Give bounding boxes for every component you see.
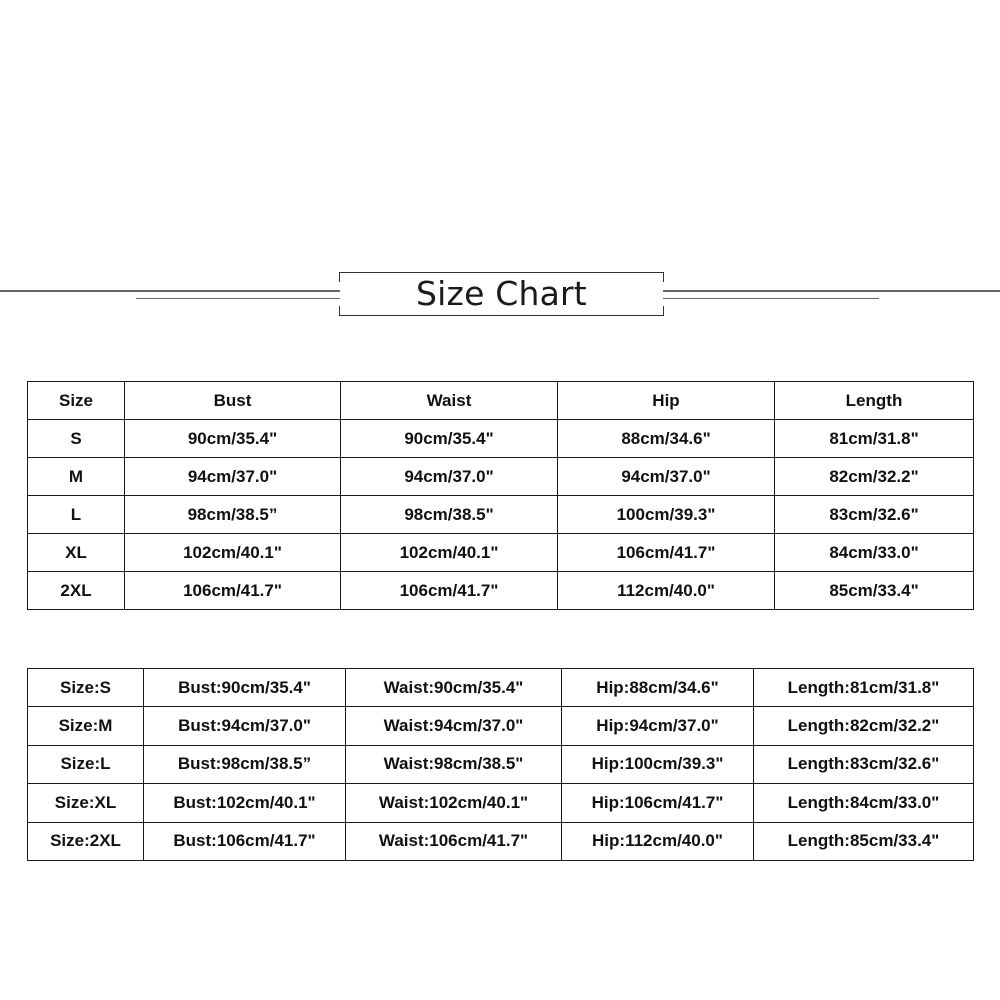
table-row — [28, 496, 974, 534]
cell-hip: Hip:100cm/39.3" — [562, 745, 754, 783]
cell-size: XL — [28, 534, 125, 572]
title-frame-bottom — [339, 315, 664, 316]
cell-hip: Hip:106cm/41.7" — [562, 784, 754, 822]
cell-size: Size:2XL — [28, 822, 144, 860]
cell-length: Length:83cm/32.6" — [754, 745, 974, 783]
table-row — [28, 572, 974, 610]
cell-length: 82cm/32.2" — [775, 458, 974, 496]
header-size: Size — [28, 382, 125, 420]
header-bust: Bust — [125, 382, 341, 420]
cell-hip: 112cm/40.0" — [558, 572, 775, 610]
cell-length: 85cm/33.4" — [775, 572, 974, 610]
table-row — [28, 822, 974, 860]
cell-length: 83cm/32.6" — [775, 496, 974, 534]
cell-size: Size:L — [28, 745, 144, 783]
size-table-labeled — [27, 668, 974, 861]
cell-size: S — [28, 420, 125, 458]
cell-bust: Bust:98cm/38.5” — [144, 745, 346, 783]
cell-bust: 98cm/38.5” — [125, 496, 341, 534]
cell-waist: Waist:90cm/35.4" — [346, 669, 562, 707]
cell-waist: Waist:102cm/40.1" — [346, 784, 562, 822]
table-row — [28, 784, 974, 822]
cell-waist: Waist:106cm/41.7" — [346, 822, 562, 860]
cell-size: M — [28, 458, 125, 496]
title-rule-left-outer — [0, 290, 340, 292]
cell-hip: 94cm/37.0" — [558, 458, 775, 496]
table-row — [28, 534, 974, 572]
cell-waist: 98cm/38.5" — [341, 496, 558, 534]
cell-bust: Bust:94cm/37.0" — [144, 707, 346, 745]
cell-bust: 90cm/35.4" — [125, 420, 341, 458]
title-rule-right-outer — [663, 290, 1000, 292]
cell-size: Size:M — [28, 707, 144, 745]
cell-hip: Hip:112cm/40.0" — [562, 822, 754, 860]
cell-bust: Bust:102cm/40.1" — [144, 784, 346, 822]
table-header-row — [28, 382, 974, 420]
cell-length: Length:85cm/33.4" — [754, 822, 974, 860]
table-row — [28, 745, 974, 783]
cell-bust: Bust:90cm/35.4" — [144, 669, 346, 707]
cell-size: Size:S — [28, 669, 144, 707]
cell-hip: 88cm/34.6" — [558, 420, 775, 458]
cell-hip: 100cm/39.3" — [558, 496, 775, 534]
cell-hip: Hip:88cm/34.6" — [562, 669, 754, 707]
header-waist: Waist — [341, 382, 558, 420]
header-hip: Hip — [558, 382, 775, 420]
header-length: Length — [775, 382, 974, 420]
table-row — [28, 669, 974, 707]
title-rule-left-inner — [136, 298, 340, 299]
cell-hip: 106cm/41.7" — [558, 534, 775, 572]
cell-length: Length:84cm/33.0" — [754, 784, 974, 822]
title-rule-right-inner — [663, 298, 879, 299]
cell-waist: 90cm/35.4" — [341, 420, 558, 458]
cell-waist: Waist:94cm/37.0" — [346, 707, 562, 745]
cell-length: Length:82cm/32.2" — [754, 707, 974, 745]
cell-bust: Bust:106cm/41.7" — [144, 822, 346, 860]
title-frame — [339, 272, 664, 316]
cell-hip: Hip:94cm/37.0" — [562, 707, 754, 745]
table-row — [28, 420, 974, 458]
cell-length: 81cm/31.8" — [775, 420, 974, 458]
cell-size: L — [28, 496, 125, 534]
cell-size: Size:XL — [28, 784, 144, 822]
size-table-columns — [27, 381, 974, 610]
cell-size: 2XL — [28, 572, 125, 610]
table-row — [28, 707, 974, 745]
cell-bust: 102cm/40.1" — [125, 534, 341, 572]
table-row — [28, 458, 974, 496]
title-frame-top — [339, 272, 664, 273]
cell-bust: 94cm/37.0" — [125, 458, 341, 496]
cell-waist: Waist:98cm/38.5" — [346, 745, 562, 783]
page-title: Size Chart — [416, 274, 587, 313]
cell-length: 84cm/33.0" — [775, 534, 974, 572]
cell-waist: 106cm/41.7" — [341, 572, 558, 610]
cell-waist: 94cm/37.0" — [341, 458, 558, 496]
cell-length: Length:81cm/31.8" — [754, 669, 974, 707]
cell-waist: 102cm/40.1" — [341, 534, 558, 572]
cell-bust: 106cm/41.7" — [125, 572, 341, 610]
